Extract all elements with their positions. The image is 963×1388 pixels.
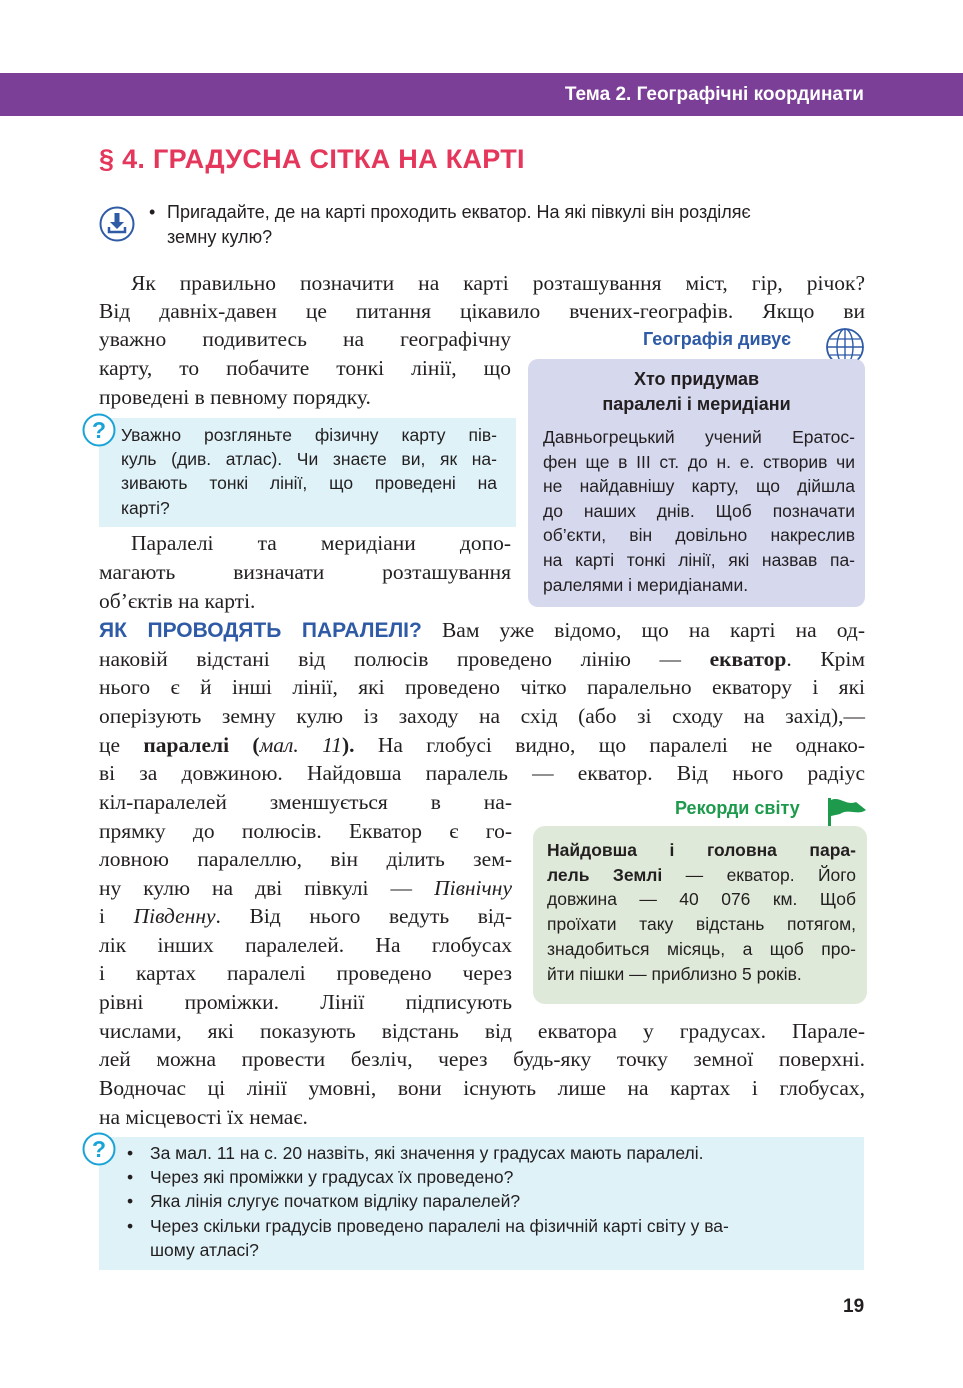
parallels-line-14: рівні проміжки. Лінії підписують [99,990,512,1014]
page-number: 19 [843,1296,865,1317]
parallels-line-2: наковій відстані від полюсів проведено лінію — екватор. Крім [99,647,865,671]
recall-prompt: • Пригадайте, де на карті проходить екватор. На які півкулі він розділяє земну кулю? [149,202,751,247]
records-body: Найдовша і головна пара- лель Землі — екватор. Його довжина — 40 076 км. Щоб проїхати таку відстань потягом, знадобиться місяць, а щоб про- йти пішки — приблизно 5 років. [547,840,856,984]
parallels-line-6: ві за довжиною. Найдовша паралель — екватор. Від нього радіус [99,761,865,785]
topic-title: Тема 2. Географічні координати [564,84,864,105]
svg-text:?: ? [91,417,107,443]
parallels-line-18: на місцевості їх немає. [99,1105,308,1129]
parallels-line-1: ЯК ПРОВОДЯТЬ ПАРАЛЕЛІ? Вам уже відомо, що на карті на од- [99,618,865,642]
sidebar-heading: Хто придумав паралелі і меридіани [602,369,791,414]
intro-line-2: Від давніх-давен це питання цікавило вчених-географів. Якщо ви [99,299,865,323]
parallels-line-17: Водночас ці лінії умовні, вони існують лише на картах і глобусах, [99,1076,865,1100]
parallels-line-5: це паралелі (мал. 11). На глобусі видно, що паралелі не однако- [99,733,865,757]
parallels-line-12: лік інших паралелей. На глобусах [99,933,512,957]
subheading: ЯК ПРОВОДЯТЬ ПАРАЛЕЛІ? [99,619,422,642]
para2-line-2: магають визначати розташування [99,560,511,584]
question-text: Уважно розгляньте фізичну карту пів- куль (див. атлас). Чи знаєте ви, як на- зивають тонкі лінії, що проведені на карті? [121,425,497,518]
parallels-line-9: ловною паралеллю, він ділить зем- [99,847,512,871]
intro-line-4: карту, то побачите тонкі лінії, що [99,356,511,380]
list-item: • Через скільки градусів проведено паралелі на фізичній карті світу у ва- [127,1215,729,1236]
parallels-line-13: і картах паралелі проведено через [99,961,512,985]
parallels-line-10: ну кулю на дві півкулі — Північну [99,876,512,900]
parallels-line-11: і Південну. Від нього ведуть від- [99,904,512,928]
para2-line-3: об’єктів на карті. [99,589,256,613]
geography-amazes-label: Географія дивує [643,329,792,349]
intro-line-1: Як правильно позначити на карті розташування міст, гір, річок? [131,271,865,295]
world-records-label: Рекорди світу [675,798,800,818]
question-list: • За мал. 11 на с. 20 назвіть, які значення у градусах мають паралелі. • Через які проміжки у градусах їх проведено? • Яка лінія слугує початком відліку паралелей? • Через скільки градусів проведено паралелі на фізичній карті світу у ва- шому атласі? [127,1141,837,1262]
question-icon [82,413,116,447]
parallels-line-16: лей можна провести безліч, через будь-яку точку земної поверхні. [99,1047,865,1071]
parallels-line-3: нього є й інші лінії, які проведено чітко паралельно екватору і які [99,675,865,699]
parallels-line-8: прямку до полюсів. Екватор є го- [99,819,512,843]
section-title: § 4. ГРАДУСНА СІТКА НА КАРТІ [99,144,525,174]
topic-header [0,73,963,116]
para2-line-1: Паралелі та меридіани допо- [131,531,511,555]
question-icon [82,1132,116,1166]
parallels-line-15: числами, які показують відстань від екватора у градусах. Парале- [99,1019,865,1043]
svg-text:?: ? [91,1136,107,1162]
parallels-line-7: кіл-паралелей зменшується в на- [99,790,512,814]
download-icon [99,206,135,242]
list-item: • Яка лінія слугує початком відліку паралелей? [127,1191,521,1212]
parallels-line-4: оперізують земну кулю із заходу на схід (або зі сходу на захід),— [99,704,865,728]
sidebar-body: Давньогрецький учений Ератос- фен ще в ІІІ ст. до н. е. створив чи не найдавнішу карту, що дійшла до наших днів. Щоб позначати об’єкти, він довільно накреслив на карті тонкі лінії, які назвав па- ралелями і меридіанами. [543,427,855,595]
list-item: • За мал. 11 на с. 20 назвіть, які значення у градусах мають паралелі. [127,1143,704,1163]
list-item: • Через які проміжки у градусах їх проведено? [127,1167,514,1188]
intro-line-3: уважно подивитесь на географічну [99,327,511,351]
intro-line-5: проведені в певному порядку. [99,385,371,409]
